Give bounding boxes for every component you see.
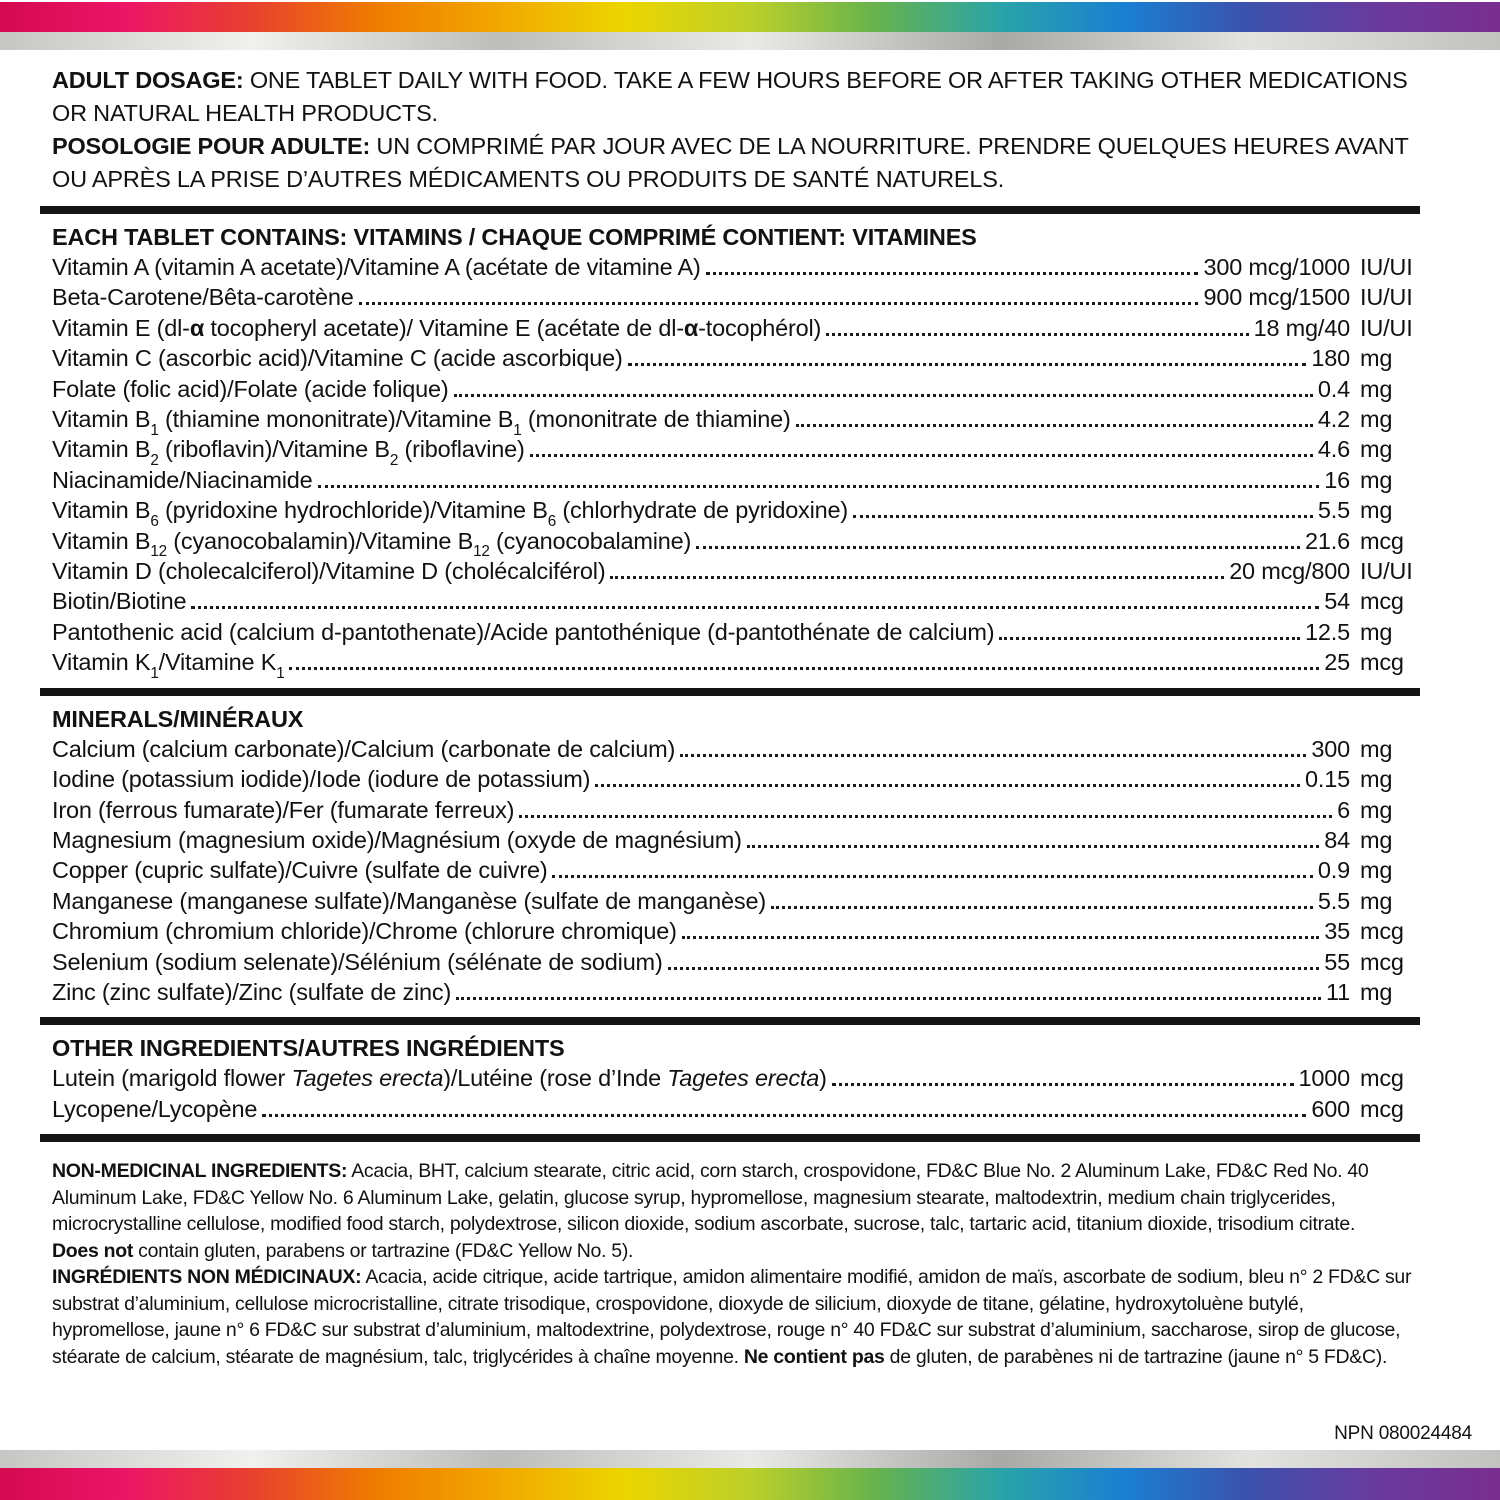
ingredient-unit: mg <box>1360 796 1393 823</box>
ingredient-name: Vitamin E (dl-α tocopheryl acetate)/ Vitamine E (acétate de dl-α-tocophérol) <box>52 314 822 341</box>
ingredient-unit: IU/UI <box>1360 254 1413 280</box>
ingredient-unit: mcg <box>1360 1065 1404 1092</box>
dotted-leader <box>696 546 1300 549</box>
dotted-leader <box>530 454 1313 457</box>
ingredient-row <box>52 886 1420 916</box>
ingredient-amount: 54 <box>1324 588 1350 615</box>
ingredient-unit: mg <box>1360 618 1393 645</box>
ingredient-unit: mcg <box>1360 527 1404 554</box>
dotted-leader <box>456 997 1321 1000</box>
ingredient-unit: mcg <box>1360 1095 1404 1122</box>
ingredient-row <box>52 855 1420 885</box>
ingredient-name: Copper (cupric sulfate)/Cuivre (sulfate de cuivre) <box>52 857 548 884</box>
ingredient-amount: 600 <box>1311 1095 1350 1122</box>
dosage-section <box>40 64 1420 196</box>
ingredient-name: Vitamin $B_2$ (riboflavin)/Vitamine $B_2$ (riboflavine) <box>52 436 525 470</box>
other-ingredients-header: OTHER INGREDIENTS/AUTRES INGRÉDIENTS <box>52 1035 565 1062</box>
dotted-leader <box>796 424 1313 427</box>
dotted-leader <box>318 485 1320 488</box>
ingredient-name: Vitamin D (cholecalciferol)/Vitamine D (cholécalciférol) <box>52 558 606 585</box>
ingredient-row <box>52 434 1420 470</box>
non-medicinal-fr: INGRÉDIENTS NON MÉDICINAUX: Acacia, acide citrique, acide tartrique, amidon alimentaire modifié, amidon de maïs, ascorbate de sodium, bleu n° 2 FD&C sur substrat d’aluminium, cellulose microcristalline, citrate trisodique, crospovidone, dioxyde de silicium, dioxyde de titane, gélatine, hydroxytoluène butylé, hypromellose, jaune n° 6 FD&C sur substrat d’aluminium, maltodextrine, polydextrose, rouge n° 40 FD&C sur substrat d’aluminium, saccharose, sirop de glucose, stéarate de calcium, stéarate de magnésium, talc, triglycérides à chaîne moyenne. Ne contient pas de gluten, de parabènes ni de tartrazine (jaune n° 5 FD&C). <box>52 1266 1412 1368</box>
dotted-leader <box>359 302 1199 305</box>
ingredient-name: Lutein (marigold flower Tagetes erecta)/Lutéine (rose d’Inde Tagetes erecta) <box>52 1065 827 1092</box>
ingredient-unit: mcg <box>1360 649 1404 676</box>
ingredient-unit: mg <box>1360 735 1393 762</box>
ingredient-name: Lycopene/Lycopène <box>52 1095 258 1122</box>
ingredient-amount: 20 mcg/800 <box>1229 558 1350 585</box>
ingredient-unit: mg <box>1360 345 1393 372</box>
ingredient-name: Vitamin C (ascorbic acid)/Vitamine C (acide ascorbique) <box>52 345 623 372</box>
ingredient-unit: IU/UI <box>1360 284 1413 311</box>
ingredient-name: Calcium (calcium carbonate)/Calcium (carbonate de calcium) <box>52 735 676 762</box>
minerals-table <box>40 734 1420 1008</box>
dotted-leader <box>706 272 1199 275</box>
minerals-header: MINERALS/MINÉRAUX <box>52 705 304 732</box>
dotted-leader <box>191 606 1319 609</box>
ingredient-name: Selenium (sodium selenate)/Sélénium (sélénate de sodium) <box>52 948 663 975</box>
ingredient-name: Vitamin $K_1$/Vitamine $K_1$ <box>52 649 285 682</box>
ingredient-amount: 84 <box>1324 826 1350 853</box>
ingredient-row <box>52 586 1420 616</box>
ingredient-unit: mg <box>1360 466 1393 493</box>
ingredient-row <box>52 556 1420 586</box>
ingredient-amount: 300 mcg/1000 <box>1203 254 1350 280</box>
ingredient-unit: mg <box>1360 406 1393 433</box>
npn-number: NPN 080024484 <box>1334 1423 1472 1444</box>
rainbow-bar-top <box>0 2 1500 32</box>
ingredient-row <box>52 282 1420 312</box>
ingredient-row <box>52 1063 1420 1093</box>
ingredient-amount: 12.5 <box>1305 618 1350 645</box>
ingredient-unit: mg <box>1360 826 1393 853</box>
dotted-leader <box>454 394 1313 397</box>
ingredient-name: Zinc (zinc sulfate)/Zinc (sulfate de zinc) <box>52 978 452 1005</box>
non-medicinal-section <box>40 1158 1420 1370</box>
dotted-leader <box>610 576 1224 579</box>
ingredient-row <box>52 343 1420 373</box>
ingredient-name: Chromium (chromium chloride)/Chrome (chlorure chromique) <box>52 918 677 945</box>
rainbow-bar-bottom <box>0 1468 1500 1500</box>
ingredient-name: Vitamin $B_{12}$ (cyanocobalamin)/Vitamine $B_{12}$ (cyanocobalamine) <box>52 527 692 561</box>
ingredient-name: Niacinamide/Niacinamide <box>52 466 313 493</box>
section-divider <box>40 206 1420 214</box>
section-divider <box>40 688 1420 696</box>
ingredient-amount: 5.5 <box>1317 497 1350 524</box>
ingredient-name: Folate (folic acid)/Folate (acide folique) <box>52 375 449 402</box>
ingredient-amount: 4.6 <box>1317 436 1350 463</box>
ingredient-row <box>52 647 1420 682</box>
ingredient-row <box>52 764 1420 794</box>
dotted-leader <box>262 1114 1306 1117</box>
ingredient-name: Biotin/Biotine <box>52 588 187 615</box>
ingredient-row <box>52 374 1420 404</box>
ingredient-row <box>52 977 1420 1007</box>
dotted-leader <box>552 875 1312 878</box>
ingredient-unit: mcg <box>1360 918 1404 945</box>
dotted-leader <box>519 815 1332 818</box>
ingredient-row <box>52 734 1420 764</box>
ingredient-amount: 180 <box>1311 345 1350 372</box>
ingredient-name: Manganese (manganese sulfate)/Manganèse (sulfate de manganèse) <box>52 887 766 914</box>
vitamins-header: EACH TABLET CONTAINS: VITAMINS / CHAQUE COMPRIMÉ CONTIENT: VITAMINES <box>52 224 977 250</box>
ingredient-amount: 55 <box>1324 948 1350 975</box>
ingredient-amount: 1000 <box>1298 1065 1350 1092</box>
ingredient-row <box>52 1094 1420 1124</box>
ingredient-unit: mcg <box>1360 588 1404 615</box>
ingredient-row <box>52 916 1420 946</box>
ingredient-name: Vitamin $B_1$ (thiamine mononitrate)/Vitamine $B_1$ (mononitrate de thiamine) <box>52 406 791 439</box>
dosage-fr: POSOLOGIE POUR ADULTE: UN COMPRIMÉ PAR JOUR AVEC DE LA NOURRITURE. PRENDRE QUELQUES HEURES AVANT OU APRÈS LA PRISE D’AUTRES MÉDICAMENTS OU PRODUITS DE SANTÉ NATURELS. <box>52 133 1409 192</box>
ingredient-unit: mg <box>1360 497 1393 524</box>
dotted-leader <box>832 1083 1294 1086</box>
ingredient-row <box>52 795 1420 825</box>
ingredient-row <box>52 313 1420 343</box>
ingredient-name: Iron (ferrous fumarate)/Fer (fumarate ferreux) <box>52 796 515 823</box>
ingredient-name: Vitamin $B_6$ (pyridoxine hydrochloride)/Vitamine $B_6$ (chlorhydrate de pyridoxine) <box>52 497 848 530</box>
silver-bar-bottom <box>0 1450 1500 1468</box>
dotted-leader <box>680 754 1306 757</box>
ingredient-amount: 21.6 <box>1305 527 1350 554</box>
dotted-leader <box>826 333 1248 336</box>
ingredient-amount: 300 <box>1311 735 1350 762</box>
other-ingredients-table <box>40 1063 1420 1124</box>
ingredient-row <box>52 404 1420 439</box>
ingredient-row <box>52 495 1420 530</box>
ingredient-amount: 5.5 <box>1317 887 1350 914</box>
non-medicinal-en: NON-MEDICINAL INGREDIENTS: Acacia, BHT, calcium stearate, citric acid, corn starch, crospovidone, FD&C Blue No. 2 Aluminum Lake, FD&C Red No. 40 Aluminum Lake, FD&C Yellow No. 6 Aluminum Lake, gelatin, glucose syrup, hypromellose, magnesium stearate, maltodextrin, medium chain triglycerides, microcrystalline cellulose, modified food starch, polydextrose, silicon dioxide, sodium ascorbate, sucrose, talc, tartaric acid, titanium dioxide, trisodium citrate. <box>52 1160 1369 1236</box>
ingredient-amount: 6 <box>1337 796 1350 823</box>
dotted-leader <box>771 906 1313 909</box>
ingredient-name: Beta-Carotene/Bêta-carotène <box>52 284 354 311</box>
ingredient-amount: 18 mg/40 <box>1253 314 1350 341</box>
dosage-en: ADULT DOSAGE: ONE TABLET DAILY WITH FOOD. TAKE A FEW HOURS BEFORE OR AFTER TAKING OTHER MEDICATIONS OR NATURAL HEALTH PRODUCTS. <box>52 67 1408 126</box>
section-divider <box>40 1134 1420 1142</box>
ingredient-amount: 900 mcg/1500 <box>1203 284 1350 311</box>
dotted-leader <box>682 936 1319 939</box>
ingredient-amount: 25 <box>1324 649 1350 676</box>
bottom-decorative-bars <box>0 1450 1500 1500</box>
label-content <box>40 64 1420 1370</box>
ingredient-row <box>52 947 1420 977</box>
ingredient-unit: mg <box>1360 375 1393 402</box>
ingredient-amount: 4.2 <box>1317 406 1350 433</box>
ingredient-name: Vitamin A (vitamin A acetate)/Vitamine A (acétate de vitamine A) <box>52 254 701 280</box>
section-divider <box>40 1017 1420 1025</box>
dotted-leader <box>668 967 1320 970</box>
ingredient-name: Pantothenic acid (calcium d-pantothenate)/Acide pantothénique (d-pantothénate de calcium) <box>52 618 995 645</box>
ingredient-row <box>52 617 1420 647</box>
dotted-leader <box>289 667 1319 670</box>
ingredient-unit: mcg <box>1360 948 1404 975</box>
ingredient-unit: mg <box>1360 766 1393 793</box>
ingredient-unit: IU/UI <box>1360 314 1413 341</box>
dotted-leader <box>747 845 1319 848</box>
dotted-leader <box>628 363 1307 366</box>
dotted-leader <box>595 784 1300 787</box>
ingredient-row <box>52 526 1420 561</box>
ingredient-unit: IU/UI <box>1360 558 1413 585</box>
does-not-contain: Does not contain gluten, parabens or tartrazine (FD&C Yellow No. 5). <box>52 1239 634 1262</box>
ingredient-row <box>52 465 1420 495</box>
ingredient-amount: 0.4 <box>1317 375 1350 402</box>
ingredient-unit: mg <box>1360 436 1393 463</box>
ingredient-unit: mg <box>1360 857 1393 884</box>
ingredient-amount: 0.15 <box>1305 766 1350 793</box>
silver-bar-top <box>0 32 1500 50</box>
ingredient-name: Iodine (potassium iodide)/Iode (iodure de potassium) <box>52 766 591 793</box>
ingredient-amount: 11 <box>1326 978 1350 1005</box>
ingredient-row <box>52 252 1420 282</box>
ingredient-amount: 35 <box>1324 918 1350 945</box>
ingredient-amount: 0.9 <box>1317 857 1350 884</box>
ingredient-amount: 16 <box>1324 466 1350 493</box>
ingredient-unit: mg <box>1360 978 1393 1005</box>
dotted-leader <box>999 637 1300 640</box>
dotted-leader <box>853 515 1313 518</box>
vitamins-table <box>40 252 1420 682</box>
ingredient-name: Magnesium (magnesium oxide)/Magnésium (oxyde de magnésium) <box>52 826 742 853</box>
ingredient-unit: mg <box>1360 887 1393 914</box>
top-decorative-bars <box>0 0 1500 50</box>
ingredient-row <box>52 825 1420 855</box>
